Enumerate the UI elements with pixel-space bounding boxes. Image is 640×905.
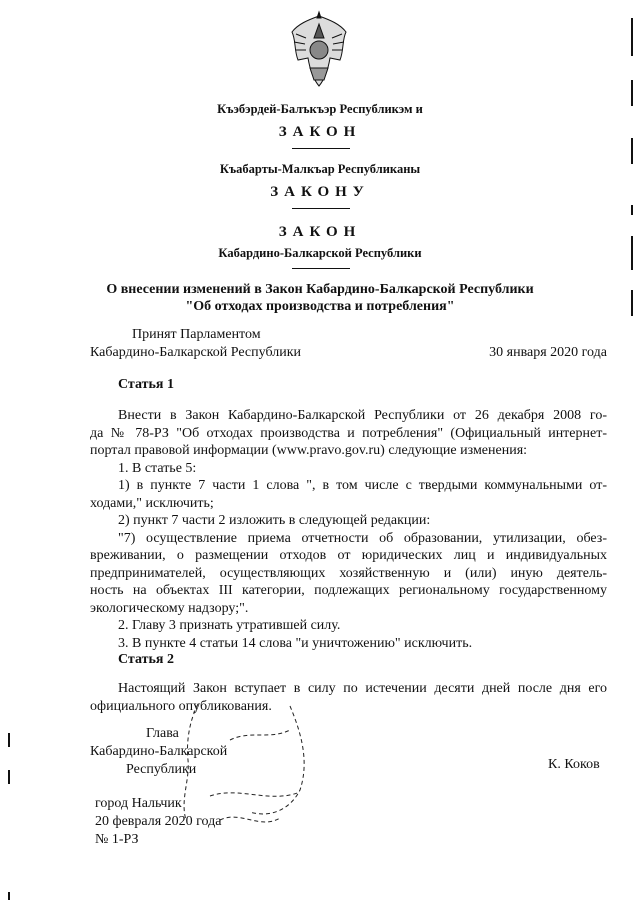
article-2-heading: Статья 2 (118, 652, 174, 667)
text-line: 2. Главу 3 признать утратившей силу. (118, 618, 341, 633)
scan-edge-mark (8, 892, 10, 900)
text-line: 1. В статье 5: (118, 460, 197, 476)
signatory-name: К. Коков (548, 757, 600, 772)
law-subject-line: О внесении изменений в Закон Кабардино-Балкарской Республики (106, 282, 534, 297)
law-title-russian: ЗАКОН (278, 224, 362, 240)
text-line: "7) осуществление приема отчетности об образовании, утилизации, обез- (118, 530, 607, 546)
law-subject-title (0, 281, 640, 315)
scan-edge-mark (631, 236, 633, 270)
text-line: экологическому надзору;". (90, 600, 249, 616)
scan-edge-mark (631, 138, 633, 164)
text-line: Внести в Закон Кабардино-Балкарской Республики от 26 декабря 2008 го- (118, 408, 607, 423)
text-line: 3. В пункте 4 статьи 14 слова "и уничтожению" исключить. (118, 635, 473, 651)
text-line: Настоящий Закон вступает в силу по истечении десяти дней после дня его (118, 681, 607, 696)
law-subject-line: "Об отходах производства и потребления" (185, 299, 455, 314)
article-1-heading: Статья 1 (118, 377, 174, 392)
text-line: ходами," исключить; (90, 495, 214, 511)
article-1-body (90, 407, 607, 652)
scan-edge-mark (631, 290, 633, 316)
scan-edge-mark (8, 733, 10, 747)
signatory-republic-suffix: Республики (126, 762, 197, 777)
text-line: вреживании, о размещении отходов от юридических лиц и индивидуальных (90, 548, 607, 563)
text-line: да № 78-РЗ "Об отходах производства и потребления" (Официальный интернет- (90, 425, 607, 441)
signing-date: 20 февраля 2020 года (95, 814, 222, 829)
scan-edge-mark (8, 770, 10, 784)
city: город Нальчик (95, 796, 182, 811)
law-title-karachay-balkar: ЗАКОНУ (270, 184, 370, 200)
scan-edge-mark (631, 18, 633, 56)
scan-edge-mark (631, 205, 633, 215)
adoption-line: Принят Парламентом (132, 327, 261, 342)
divider (292, 268, 350, 269)
law-number: № 1-РЗ (95, 832, 139, 847)
divider (292, 148, 350, 149)
coat-of-arms-emblem (288, 10, 350, 90)
text-line: официального опубликования. (90, 698, 272, 714)
signatory-role: Глава (146, 726, 179, 741)
republic-name-kabardian: Къэбэрдей-Балъкъэр Республикэм и (217, 102, 423, 116)
adoption-date: 30 января 2020 года (489, 345, 607, 360)
adoption-parliament: Кабардино-Балкарской Республики (90, 345, 301, 360)
scan-edge-mark (631, 80, 633, 106)
republic-name-karachay-balkar: Къабарты-Малкъар Республиканы (219, 162, 421, 176)
text-line: портал правовой информации (www.pravo.gov.ru) следующие изменения: (90, 443, 528, 458)
law-title-kabardian: ЗАКОН (278, 124, 362, 140)
text-line: предпринимателей, осуществляющих хозяйственную и (или) иную деятель- (90, 565, 607, 581)
republic-name-russian: Кабардино-Балкарской Республики (218, 246, 422, 260)
signatory-republic: Кабардино-Балкарской (90, 744, 228, 759)
text-line: 2) пункт 7 части 2 изложить в следующей редакции: (118, 513, 431, 528)
text-line: ность на объектах III категории, подлежащих региональному государственному (90, 583, 607, 598)
divider (292, 208, 350, 209)
text-line: 1) в пункте 7 части 1 слова ", в том числе с твердыми коммунальными от- (118, 478, 607, 493)
